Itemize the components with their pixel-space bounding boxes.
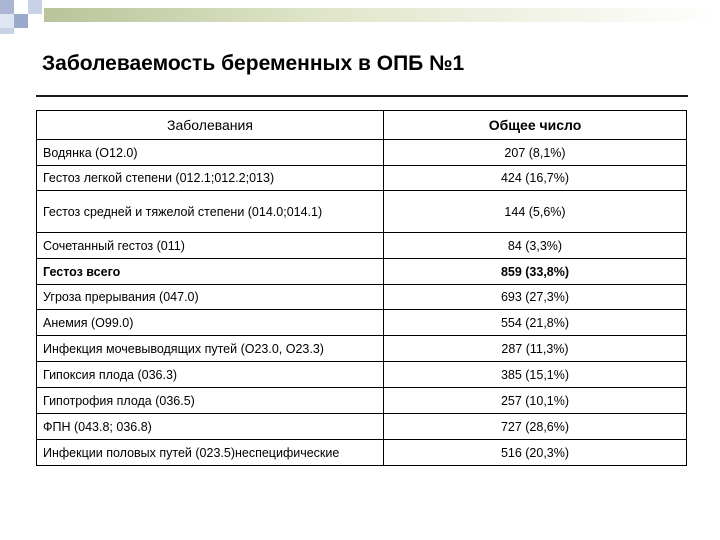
decorative-header [0, 0, 720, 34]
deco-square [28, 0, 42, 14]
count-cell: 693 (27,3%) [384, 285, 687, 310]
disease-cell: Инфекция мочевыводящих путей (О23.0, О23.3) [37, 336, 384, 362]
table-row [37, 440, 687, 466]
disease-cell: Сочетанный гестоз (011) [37, 233, 384, 259]
disease-cell: Гипоксия плода (036.3) [37, 362, 384, 388]
count-cell: 385 (15,1%) [384, 362, 687, 388]
deco-square [14, 0, 28, 14]
deco-square [0, 0, 14, 14]
deco-square [0, 28, 14, 34]
table-row [37, 310, 687, 336]
column-header-diseases: Заболевания [37, 111, 384, 140]
disease-cell: Гестоз средней и тяжелой степени (014.0;014.1) [37, 191, 384, 233]
count-cell: 144 (5,6%) [384, 191, 687, 233]
column-header-total: Общее число [384, 111, 687, 140]
count-cell: 554 (21,8%) [384, 310, 687, 336]
table-row [37, 166, 687, 191]
title-underline [36, 95, 688, 97]
table-row [37, 362, 687, 388]
disease-cell: ФПН (043.8; 036.8) [37, 414, 384, 440]
count-cell: 424 (16,7%) [384, 166, 687, 191]
disease-cell: Гестоз всего [37, 259, 384, 285]
disease-cell: Анемия (О99.0) [37, 310, 384, 336]
disease-cell: Гипотрофия плода (036.5) [37, 388, 384, 414]
deco-square [0, 14, 14, 28]
page-title: Заболеваемость беременных в ОПБ №1 [42, 52, 465, 75]
disease-table [36, 110, 687, 466]
disease-cell: Угроза прерывания (047.0) [37, 285, 384, 310]
count-cell: 84 (3,3%) [384, 233, 687, 259]
deco-square [14, 14, 28, 28]
count-cell: 207 (8,1%) [384, 140, 687, 166]
count-cell: 287 (11,3%) [384, 336, 687, 362]
table-row-total [37, 259, 687, 285]
count-cell: 859 (33,8%) [384, 259, 687, 285]
count-cell: 727 (28,6%) [384, 414, 687, 440]
disease-cell: Инфекции половых путей (023.5)неспецифические [37, 440, 384, 466]
deco-square [28, 14, 42, 28]
table-row [37, 140, 687, 166]
disease-cell: Водянка (О12.0) [37, 140, 384, 166]
table-row [37, 285, 687, 310]
table-row [37, 336, 687, 362]
deco-gradient-bar [44, 8, 720, 22]
table-row [37, 414, 687, 440]
table-row [37, 388, 687, 414]
table-row [37, 191, 687, 233]
count-cell: 257 (10,1%) [384, 388, 687, 414]
table-row [37, 233, 687, 259]
disease-cell: Гестоз легкой степени (012.1;012.2;013) [37, 166, 384, 191]
count-cell: 516 (20,3%) [384, 440, 687, 466]
table-header-row [37, 111, 687, 140]
